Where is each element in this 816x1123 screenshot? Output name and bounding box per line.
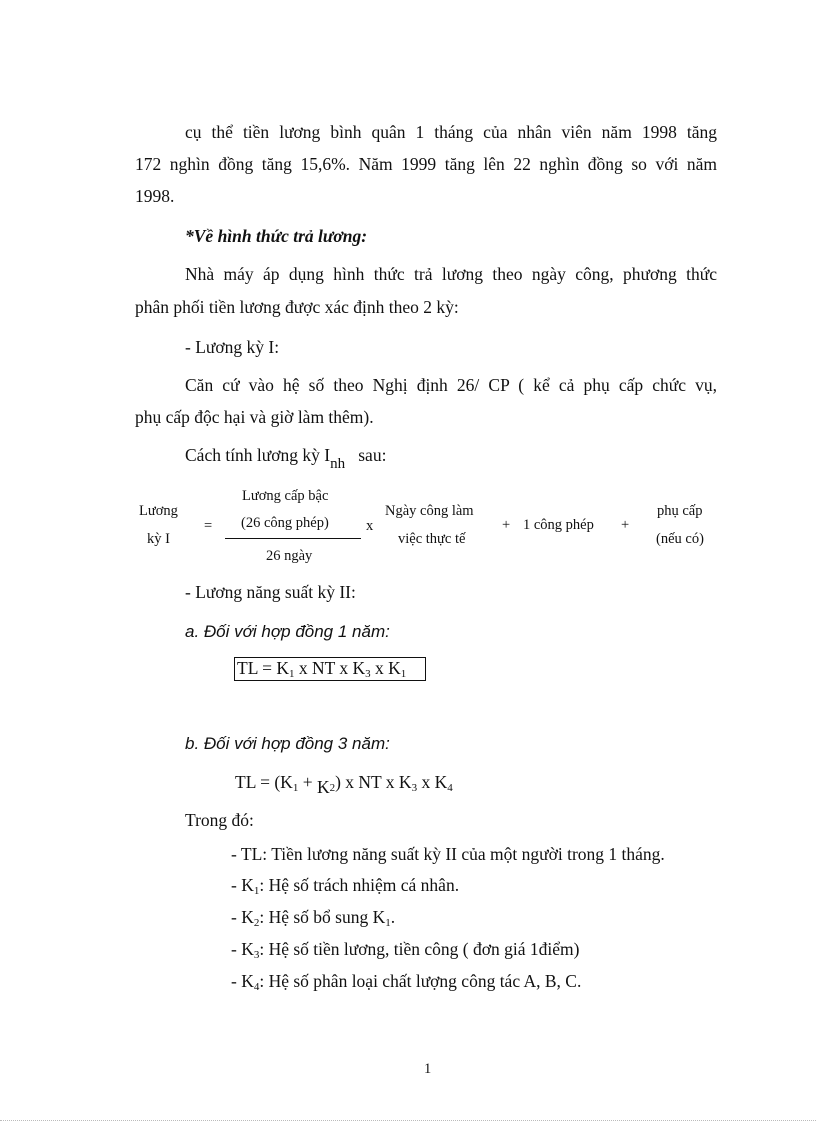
formula-denominator: 26 ngày xyxy=(266,548,313,564)
formula-b-sub-3: 3 xyxy=(411,782,418,794)
intro-line-2: 172 nghìn đồng tăng 15,6%. Năm 1999 tăng lên 22 nghìn đồng so với năm xyxy=(135,154,717,174)
formula-plus-2: + xyxy=(621,517,630,533)
formula-ngay-cong-line-1: Ngày công làm xyxy=(385,503,474,519)
formula-times: x xyxy=(366,518,374,534)
formula-numerator-line-1: Lương cấp bậc xyxy=(242,488,329,504)
intro-line-3: 1998. xyxy=(135,186,175,206)
para2-line-2: phân phối tiền lương được xác định theo 2 kỳ: xyxy=(135,297,459,317)
formula-b-part-1: TL = (K xyxy=(235,772,293,792)
def-k4-term: - K xyxy=(231,971,254,991)
formula-lhs-line-1: Lương xyxy=(139,503,178,519)
def-k4-sub: 4 xyxy=(253,981,260,993)
formula-equals: = xyxy=(204,518,213,534)
definition-item xyxy=(231,970,581,992)
def-k2-text-sub: 1 xyxy=(385,917,391,929)
def-k1-sub: 1 xyxy=(253,885,260,897)
formula-a-sub-3: 1 xyxy=(400,668,407,680)
formula-a-sub-1: 1 xyxy=(289,668,295,680)
def-k3-term: - K xyxy=(231,939,254,959)
definition-item xyxy=(231,874,459,896)
para2-line-1: Nhà máy áp dụng hình thức trả lương theo ngày công, phương thức xyxy=(185,264,717,284)
formula-ngay-cong-line-2: việc thực tế xyxy=(398,531,466,547)
def-k1-text: : Hệ số trách nhiệm cá nhân. xyxy=(259,875,460,895)
cach-tinh-suffix: sau: xyxy=(358,445,387,465)
formula-plus-1: + xyxy=(502,517,511,533)
luong-ky-1-label: - Lương kỳ I: xyxy=(185,337,280,357)
definition-item xyxy=(231,938,579,960)
definition-item xyxy=(231,843,665,865)
formula-b-part-4: x K xyxy=(417,772,448,792)
def-k2-sub: 2 xyxy=(253,917,260,929)
formula-b-sub-1: 1 xyxy=(292,782,299,794)
luong-ky-2-label: - Lương năng suất kỳ II: xyxy=(185,582,356,602)
def-k2-text: : Hệ số bổ sung K xyxy=(259,907,386,927)
formula-b xyxy=(235,771,453,797)
def-k2-period: . xyxy=(390,907,396,927)
formula-b-part-2: + xyxy=(298,772,317,792)
section-heading: *Về hình thức trả lương: xyxy=(185,226,368,246)
formula-b-sub-2: 2 xyxy=(329,782,336,794)
formula-numerator-line-2: (26 công phép) xyxy=(241,515,329,531)
formula-a-part-3: x K xyxy=(370,658,401,678)
formula-b-sub-4: 4 xyxy=(447,782,453,794)
formula-a-part-2: x NT x K xyxy=(294,658,366,678)
case-a-label: a. Đối với hợp đồng 1 năm: xyxy=(185,622,390,641)
def-k4-text: : Hệ số phân loại chất lượng công tác A, B, C. xyxy=(259,971,582,991)
trong-do-label: Trong đó: xyxy=(185,810,254,830)
intro-line-1: cụ thể tiền lương bình quân 1 tháng của nhân viên năm 1998 tăng xyxy=(185,122,717,142)
cach-tinh-sub: nh xyxy=(330,456,346,472)
def-tl-text: : Tiền lương năng suất kỳ II của một người trong 1 tháng. xyxy=(262,844,665,864)
formula-a xyxy=(237,657,406,679)
formula-a-sub-2: 3 xyxy=(365,668,371,680)
cach-tinh-prefix: Cách tính lương kỳ I xyxy=(185,445,331,465)
formula-b-k2: K xyxy=(316,777,330,797)
formula-fraction-bar xyxy=(225,538,361,539)
formula-a-part-1: TL = K xyxy=(237,658,289,678)
def-k3-sub: 3 xyxy=(253,949,260,961)
def-tl-term: - TL xyxy=(231,844,263,864)
formula-phu-cap-line-1: phụ cấp xyxy=(657,503,703,519)
formula-lhs-line-2: kỳ I xyxy=(147,531,170,547)
formula-b-part-3: ) x NT x K xyxy=(335,772,412,792)
page-number: 1 xyxy=(424,1061,432,1077)
para3-line-2: phụ cấp độc hại và giờ làm thêm). xyxy=(135,407,374,427)
def-k1-term: - K xyxy=(231,875,254,895)
definition-item xyxy=(231,906,395,928)
case-b-label: b. Đối với hợp đồng 3 năm: xyxy=(185,734,390,753)
formula-cong-phep: 1 công phép xyxy=(523,517,594,533)
page-bottom-divider xyxy=(0,1120,816,1121)
cach-tinh-line xyxy=(185,444,387,472)
formula-phu-cap-line-2: (nếu có) xyxy=(656,531,704,547)
def-k3-text: : Hệ số tiền lương, tiền công ( đơn giá 1điểm) xyxy=(259,939,580,959)
para3-line-1: Căn cứ vào hệ số theo Nghị định 26/ CP ( kể cả phụ cấp chức vụ, xyxy=(185,375,717,395)
def-k2-term: - K xyxy=(231,907,254,927)
